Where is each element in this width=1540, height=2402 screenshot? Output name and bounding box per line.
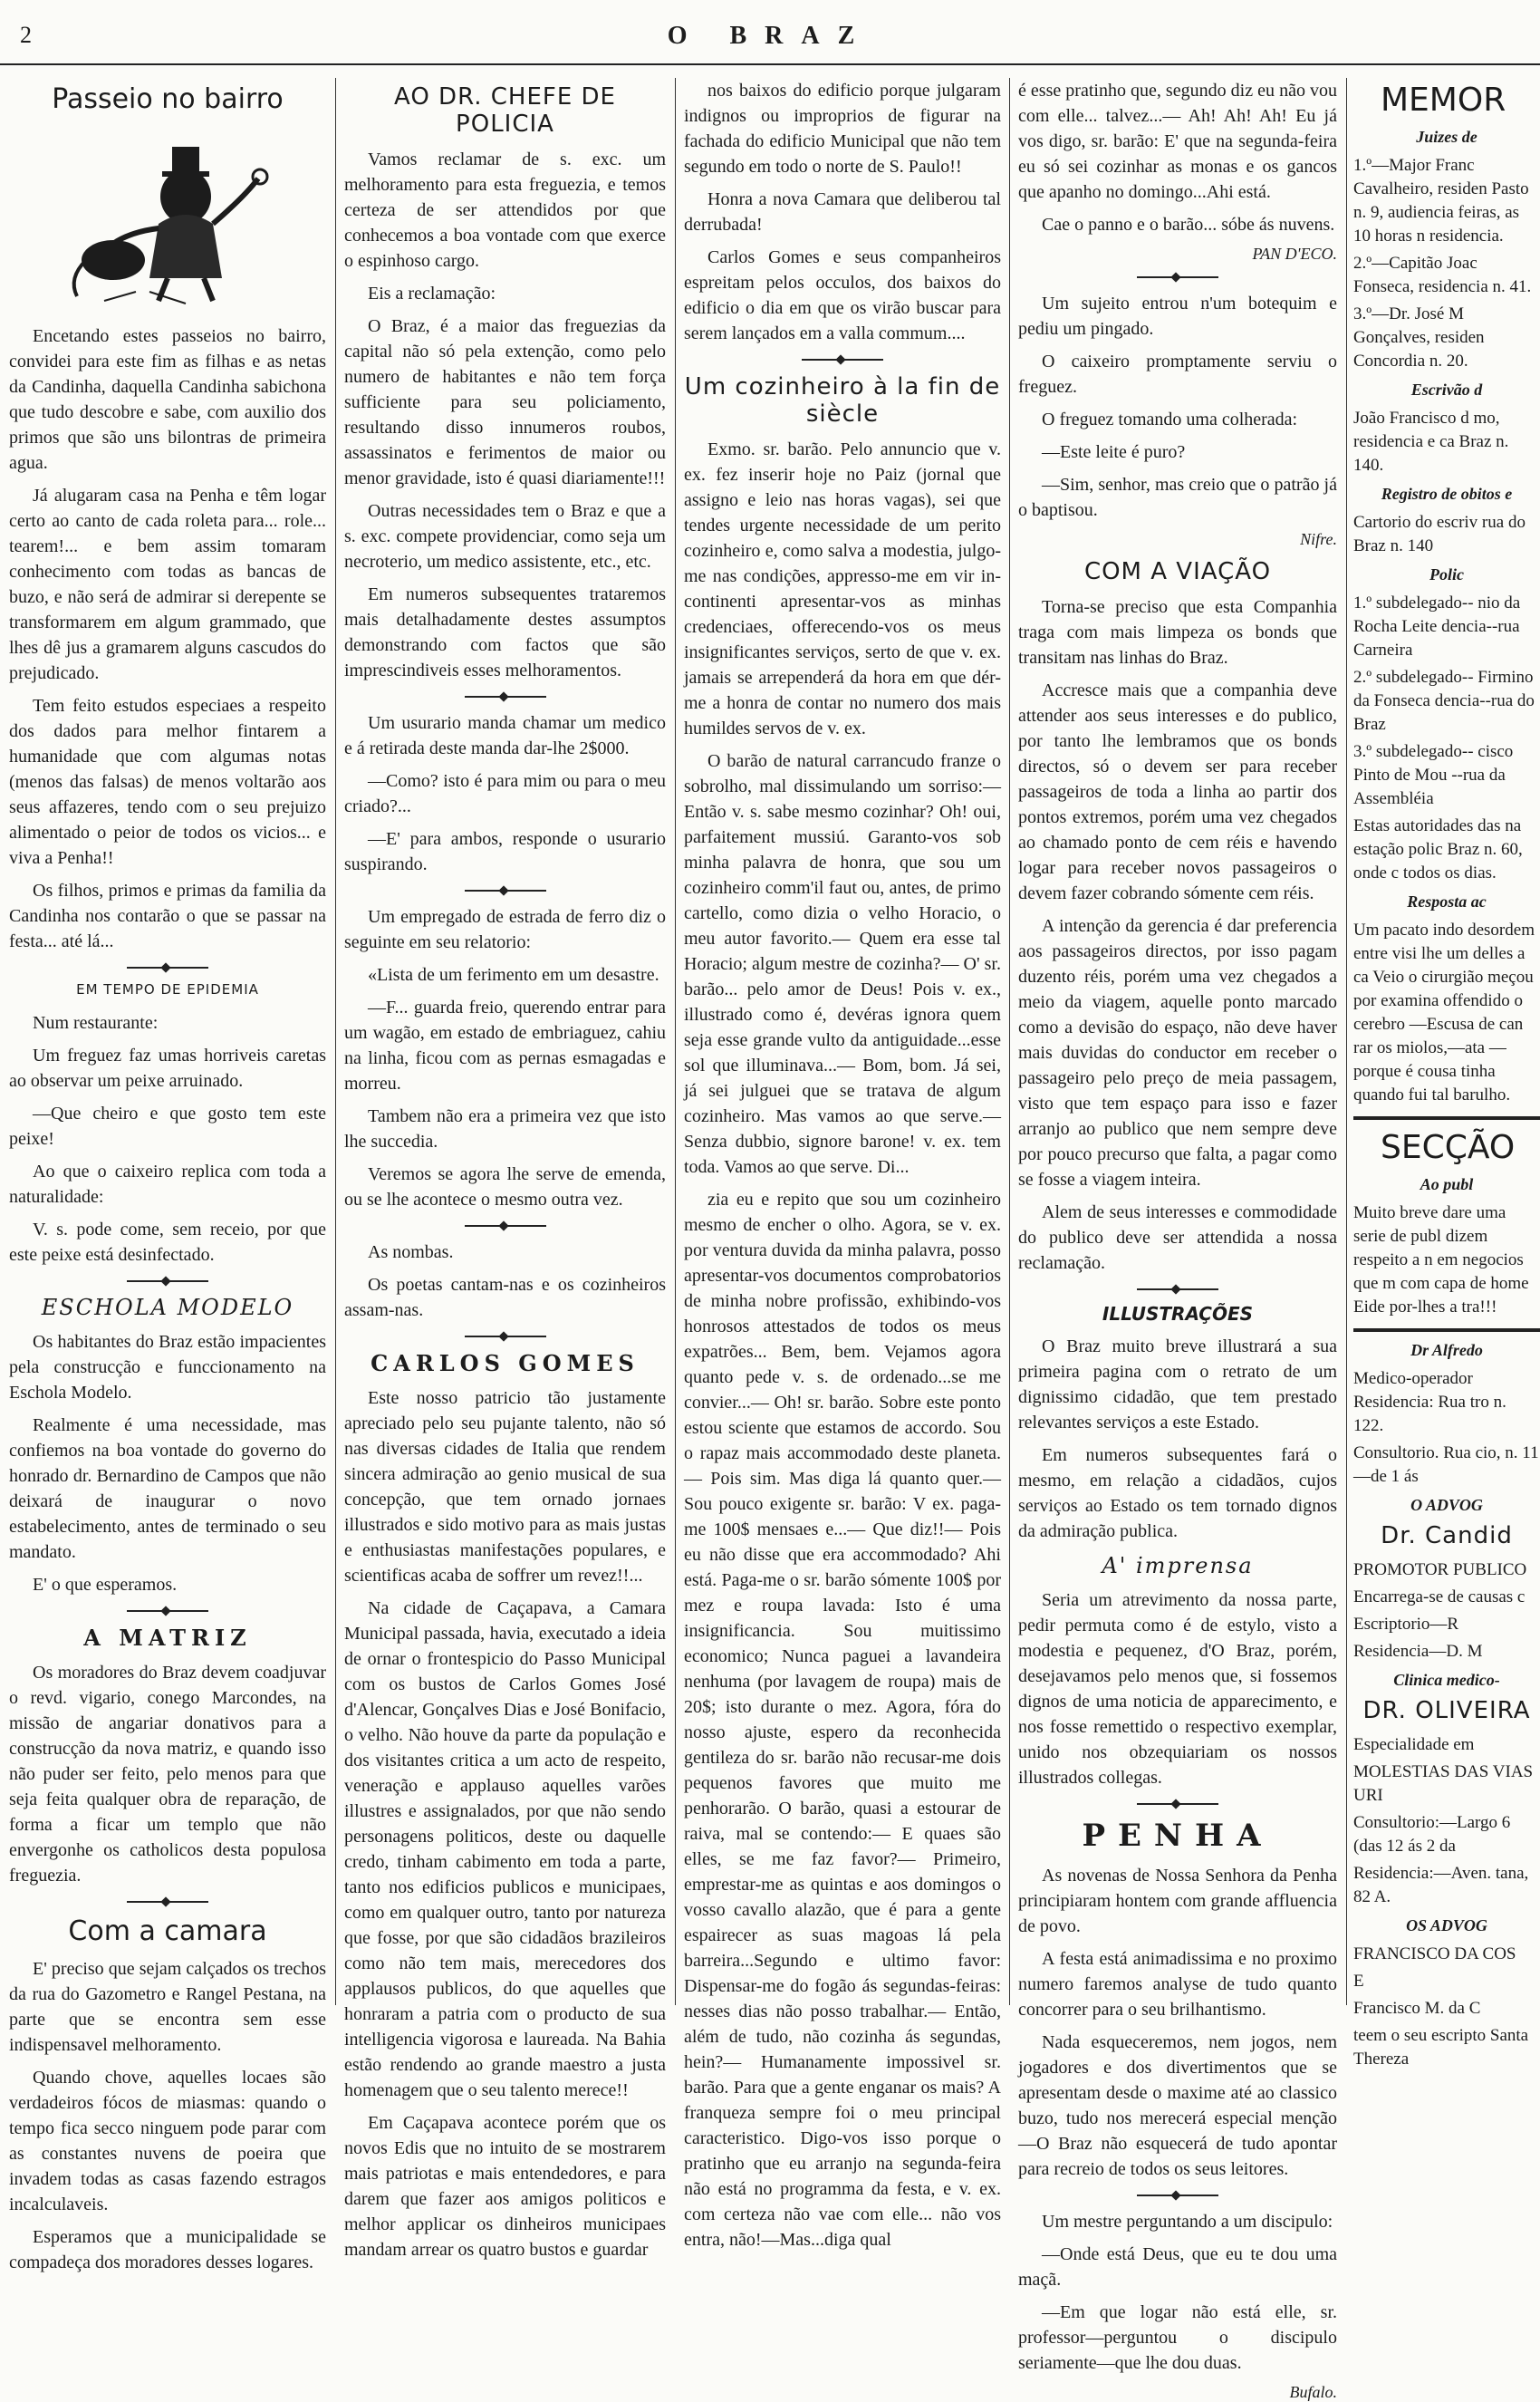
memo-entry: 1.º—Major Franc Cavalheiro, residen Pasto n. 9, audiencia feiras, as 10 horas n residencia.	[1353, 156, 1529, 246]
paragraph: Encetando estes passeios no bairro, convidei para este fim as filhas e as netas da Candinha, daquella Candinha sabichona que tudo descobre e sabe, com auxilio dos primos que são uns bilontras de primeira agua.	[9, 326, 326, 473]
heading-memoria: MEMOR	[1381, 82, 1506, 119]
paragraph: V. s. pode come, sem receio, por que este peixe está desinfectado.	[9, 1220, 326, 1265]
ornament-divider	[465, 1336, 546, 1337]
ornament-divider	[1137, 276, 1218, 278]
ad-line: Consultorio:—Largo 6 (das 12 ás 2 da	[1353, 1813, 1511, 1856]
page-header	[0, 0, 1540, 65]
paragraph: Já alugaram casa na Penha e têm logar certo ao canto de cada roleta para... role... tearem!... e bem assim tomaram conhecimento com todas as bancas de buzo, e não será de admirar si derepente se transformarem em algum grammado, que lhes dê jus a gramarem alguns cascudos do prejudicado.	[9, 486, 326, 683]
ornament-divider	[127, 967, 208, 969]
paragraph: Outras necessidades tem o Braz e que a s. exc. compete providenciar, como seja um necroterio, um medico assistente, etc., etc.	[344, 501, 666, 572]
ad-line: Medico-operador Residencia: Rua tro n. 122.	[1353, 1369, 1506, 1435]
column-5	[1353, 78, 1540, 2069]
ad-name-alfredo: Dr Alfredo	[1410, 1341, 1483, 1359]
ad-line: Escriptorio—R	[1353, 1615, 1459, 1634]
paragraph: O freguez tomando uma colherada:	[1042, 410, 1298, 429]
heading-chefe-policia: AO DR. CHEFE DE POLICIA	[394, 83, 616, 138]
paragraph: Nada esqueceremos, nem jogos, nem jogadores e dos divertimentos que se apresentam desde o maxime até ao classico buzo, tudo nos merecerá especial menção—O Braz não esquecerá de tudo apontar para recreio de todos os seus leitores.	[1018, 2032, 1337, 2179]
memo-entry: 2.º subdelegado-- Firmino da Fonseca dencia--rua do Braz	[1353, 668, 1535, 734]
page-number: 2	[20, 22, 32, 48]
memo-entry: 2.º—Capitão Joac Fonseca, residencia n. 41.	[1353, 254, 1532, 296]
column-rule	[675, 78, 676, 2005]
paragraph: Em numeros subsequentes trataremos mais detalhadamente destes assumptos demonstrando com factos que são imprescindiveis esses melhoramentos.	[344, 584, 666, 680]
paragraph: Eis a reclamação:	[368, 284, 496, 304]
paragraph: A festa está animadissima e no proximo numero faremos analyse de tudo quanto concorrer para o seu brilhantismo.	[1018, 1949, 1337, 2020]
memo-entry: Muito breve dare uma serie de publ dizem respeito a n em negocios que m com capa de home Eide por-lhes a tra!!!	[1353, 1203, 1529, 1317]
ornament-divider	[802, 359, 883, 361]
heading-epidemia: EM TEMPO DE EPIDEMIA	[76, 981, 259, 998]
paragraph: A intenção da gerencia é dar preferencia aos passageiros directos, por isso pagam duzento réis, porém uma vez chegados a meio da viagem, aquelle ponto marcado como a devisão do espaço, não deve haver mais duvidas do conductor em receber o passageiro pelo preço de meia passagem, visto que tem espaço para isso e fazer arranjo ao publico que nem sempre deve por pouco precurso que falta, a pagar como se fosse a viagem inteira.	[1018, 916, 1337, 1190]
heading-viacao: COM A VIAÇÃO	[1083, 558, 1272, 585]
paragraph: Em Caçapava acontece porém que os novos Edis que no intuito de se mostrarem mais patriotas e mais entendedores, e para darem que fazer aos amigos politicos e melhor applicar os dinheiros municipaes mandam arrear os quatro bustos e guardar	[344, 2113, 666, 2260]
paragraph: Exmo. sr. barão. Pelo annuncio que v. ex. fez inserir hoje no Paiz (jornal que assigno e leio nas horas vagas), sei que tendes urgente necessidade de um perito cozinheiro e, como salva a modestia, julgo-me nas condições, appresso-me em vir in-continenti apresentar-vos as minhas credenciaes, offerecendo-vos os meus insignificantes serviços, serto de que v. ex. jamais se arrependerá da hora em que dér-me a honra de contar no numero dos mais humildes servos de v. ex.	[684, 439, 1001, 738]
subheading-juizes: Juizes de	[1416, 128, 1477, 146]
paragraph: Um empregado de estrada de ferro diz o seguinte em seu relatorio:	[344, 907, 666, 952]
column-2	[344, 78, 666, 2260]
paragraph: Esperamos que a municipalidade se compadeça dos moradores desses logares.	[9, 2227, 326, 2272]
signature: PAN D'ECO.	[1252, 245, 1337, 263]
ad-line: Especialidade em	[1353, 1735, 1475, 1754]
paragraph: As nombas.	[368, 1242, 454, 1262]
memo-entry: Cartorio do escriv rua do Braz n. 140	[1353, 513, 1526, 555]
devil-caricature-illustration	[50, 124, 285, 305]
ad-line: teem o seu escripto Santa Thereza	[1353, 2026, 1529, 2069]
paragraph: O caixeiro promptamente serviu o freguez.	[1018, 352, 1337, 397]
paragraph: Quando chove, aquelles locaes são verdadeiros fócos de miasmas: quando o tempo fica secco ninguem pode parar com as constantes nuvens de poeira que invadem todas as casas fazendo estragos incalculaveis.	[9, 2068, 326, 2214]
ornament-divider	[1137, 2195, 1218, 2196]
heading-cozinheiro: Um cozinheiro à la fin de siècle	[684, 373, 1001, 428]
subheading-policia: Polic	[1429, 565, 1464, 584]
paragraph: Os poetas cantam-nas e os cozinheiros assam-nas.	[344, 1275, 666, 1320]
paragraph: Alem de seus interesses e commodidade do publico deve ser attendida a nossa reclamação.	[1018, 1202, 1337, 1273]
paragraph: Tambem não era a primeira vez que isto lhe succedia.	[344, 1106, 666, 1152]
paragraph: Accresce mais que a companhia deve attender aos seus interesses e do publico, por tanto lhe lembramos que os bonds directos, só o devem ser para receber passageiros de toda a linha ao partir dos pontos extremos, porém uma vez chegados ao chamado ponto de cem réis e havendo logar para receber novos passageiros o devem fazer cobrando sómente cem réis.	[1018, 680, 1337, 903]
ad-heading-advogados: OS ADVOG	[1406, 1916, 1487, 1934]
ad-heading-advogado: O ADVOG	[1410, 1496, 1483, 1514]
paragraph: Num restaurante:	[33, 1013, 159, 1033]
column-rule	[335, 78, 336, 2005]
paragraph: —E' para ambos, responde o usurario suspirando.	[344, 829, 666, 874]
heading-seccao: SECÇÃO	[1381, 1129, 1516, 1166]
paragraph: nos baixos do edificio porque julgaram indignos ou improprios de figurar na fachada do edificio Municipal que não tem segundo em todo o norte de S. Paulo!!	[684, 81, 1001, 177]
ad-line: PROMOTOR PUBLICO	[1353, 1560, 1527, 1579]
paragraph: —F... guarda freio, querendo entrar para um wagão, em estado de embriaguez, cahiu na linha, ficou com as pernas esmagadas e morreu.	[344, 998, 666, 1094]
ad-line: FRANCISCO DA COS	[1353, 1944, 1516, 1963]
paragraph: E' preciso que sejam calçados os trechos da rua do Gazometro e Rangel Pestana, na parte que se encontra sem esse indispensavel melhoramento.	[9, 1959, 326, 2055]
paragraph: Torna-se preciso que esta Companhia traga com mais limpeza os bonds que transitam nas linhas do Braz.	[1018, 597, 1337, 668]
paragraph: Um sujeito entrou n'um botequim e pediu um pingado.	[1018, 294, 1337, 339]
column-4	[1018, 78, 1337, 2401]
ornament-divider	[465, 696, 546, 698]
ornament-divider	[465, 890, 546, 892]
ornament-divider	[127, 1280, 208, 1282]
paragraph: As novenas de Nossa Senhora da Penha principiaram hontem com grande affluencia de povo.	[1018, 1866, 1337, 1936]
ornament-divider	[127, 1901, 208, 1903]
paragraph: Realmente é uma necessidade, mas confiemos na boa vontade do governo do honrado dr. Bernardino de Campos que não deixará de inaugurar o novo estabelecimento, antes de terminado o seu mandato.	[9, 1415, 326, 1562]
paragraph: Tem feito estudos especiaes a respeito dos dados para melhor fintarem a humanidade que com algumas notas (menos das falsas) de menos voltarão aos seus affazeres, tendo com o seu prejuizo alimentado o peior de todos os vicios... e viva a Penha!!	[9, 696, 326, 868]
signature: Nifre.	[1300, 530, 1337, 548]
subheading-escrivao: Escrivão d	[1410, 381, 1483, 399]
ad-name-candido: Dr. Candid	[1381, 1522, 1513, 1549]
paragraph: O Braz, é a maior das freguezias da capital não só pela extenção, como pelo numero de habitantes e não tem força sufficiente para seu policiamento, resultando disso innumeros roubos, assassinatos e ferimentos de maior ou menor gravidade, isto é quasi diariamente!!!	[344, 316, 666, 488]
column-3	[684, 78, 1001, 2250]
ornament-divider	[127, 1610, 208, 1612]
memo-entry: João Francisco d mo, residencia e ca Braz n. 140.	[1353, 409, 1509, 475]
section-rule	[1353, 1328, 1540, 1332]
ornament-divider	[1137, 1288, 1218, 1290]
paragraph: —Como? isto é para mim ou para o meu criado?...	[344, 771, 666, 816]
subheading-registro: Registro de obitos e	[1381, 485, 1513, 503]
ad-line: Residencia:—Aven. tana, 82 A.	[1353, 1864, 1529, 1906]
paragraph: Os habitantes do Braz estão impacientes pela construcção e funccionamento na Eschola Modelo.	[9, 1332, 326, 1403]
heading-passeio: Passeio no bairro	[52, 83, 284, 115]
masthead: O BRAZ	[667, 22, 873, 50]
column-1	[9, 78, 326, 2272]
heading-imprensa: A' imprensa	[1102, 1553, 1254, 1578]
memo-entry: 1.º subdelegado-- nio da Rocha Leite dencia--rua Carneira	[1353, 593, 1521, 660]
paragraph: —Em que logar não está elle, sr. professor—perguntou o discipulo seriamente—que lhe dou duas.	[1018, 2302, 1337, 2373]
paragraph: Seria um atrevimento da nossa parte, pedir permuta como é de estylo, visto a modestia e pequenez, d'O Braz, porém, desejavamos pelo menos que, si fossemos dignos de uma noticia de apparecimento, e nos fosse remettido o respectivo exemplar, unido nos obzequiariam os nossos illustrados collegas.	[1018, 1590, 1337, 1788]
heading-camara: Com a camara	[68, 1915, 267, 1947]
paragraph: O barão de natural carrancudo franze o sobrolho, mal dissimulando um sorriso:—Então v. s. sabe mesmo cozinhar? Oh! oui, parfaitement mussiú. Garanto-vos sob minha palavra de honra, que sou um cozinheiro comm'il faut ou, antes, de primo cartello, como dizia o velho Horacio, o meu autor favorito.— Quem era esse tal Horacio; algum mestre de cozinha?— O' sr. barão... pelo amor de Deus! Pois v. ex., illustrado como é, devéras ignora quem seja esse grande vulto da antiguidade...esse sol que illuminava...— Bom, bom. Já sei, já sei julguei que se tratava de algum cozinheiro. Mas vamos ao que serve.—Senza dubbio, signore barone! v. ex. tem toda. Vamos ao que serve. Di...	[684, 751, 1001, 1177]
heading-illustracoes: ILLUSTRAÇÕES	[1102, 1303, 1254, 1325]
paragraph: Os moradores do Braz devem coadjuvar o revd. vigario, conego Marcondes, na missão de angariar donativos para a construcção da nova matriz, e quando isso não puder ser feito, pelo menos para que seja feita qualquer obra de reparação, de forma a ficar um templo que não envergonhe os catholicos desta populosa freguezia.	[9, 1663, 326, 1886]
column-rule	[1009, 78, 1010, 2005]
memo-entry: 3.º subdelegado-- cisco Pinto de Mou --rua da Assembléia	[1353, 742, 1514, 808]
paragraph: zia eu e repito que sou um cozinheiro mesmo de encher o olho. Agora, se v. ex. por ventura duvida da minha palavra, posso apresentar-vos documentos comprobatorios de minha nobre profissão, exhibindo-vos honrosos attestados de todos os meus expatrões... Bem, bem. Vejamos agora quanto pede v. s. de ordenado...se me convier...— Oh! sr. barão. Sobre este ponto estou sciente que estamos de accordo. Sou o rapaz mais accommodado deste planeta.— Pois sim. Mas diga lá quanto quer.—Sou pouco exigente sr. barão: V ex. paga-me 100$ mensaes e...— Que diz!!— Pois eu não disse que era accommodado? Ahi está. Paga-me o sr. barão sómente 100$ por mez e roupa lavada: Isto é uma insignificancia. Sou muitissimo economico; Nunca paguei a lavandeira nenhuma (por lavagem de roupa) mais de 20$; isto durante o mez. Agora, fóra do nosso ajuste, espero da reconhecida gentileza do sr. barão não recusar-me dois pequenos favores que muito me penhorarão. O barão, quasi a estourar de raiva, mal se contendo:— E quaes são elles, se me faz favor?— Primeiro, emprestar-me as quintas e aos domingos o vosso cavallo alazão, que é para a gente espairecer as suas magoas lá pela barreira...Segundo e ultimo favor: Dispensar-me do fogão ás segundas-feiras: nesses dias não posso trabalhar.— Então, além de tudo, não cozinha ás segundas, hein?— Humanamente impossivel sr. barão. Para que a gente enganar os mais? A franqueza sempre foi o meu principal caracteristico. Digo-vos isso porque o pratinho que eu arranjo na segunda-feira não está no programma da festa, e v. ex. com certeza não vae com elle... não vos entra, não!—Mas...diga qual	[684, 1190, 1001, 2250]
paragraph: Cae o panno e o barão... sóbe ás nuvens.	[1042, 215, 1335, 235]
heading-penha: PENHA	[1082, 1818, 1274, 1854]
memo-entry: Um pacato indo desordem entre visi lhe um delles a ca Veio o cirurgião meçou por examina offendido o cerebro —Escusa de can rar os miolos,—ata —porque é cousa tinha quando fui tal barulho.	[1353, 921, 1535, 1105]
paragraph: Este nosso patricio tão justamente apreciado pelo seu pujante talento, não só nas diversas cidades de Italia que rendem sincera admiração ao genio musical de sua concepção, que tem ornado jornaes illustrados e sido motivo para as mais justas e enthusiastas manifestações populares, e scientificas acaba de soffrer um revez!!...	[344, 1388, 666, 1586]
paragraph: Em numeros subsequentes fará o mesmo, em relação a cidadãos, cujos serviços ao Estado os tem tornado dignos da admiração publica.	[1018, 1445, 1337, 1541]
ad-line: Francisco M. da C	[1353, 1999, 1481, 2018]
ad-line: MOLESTIAS DAS VIAS URI	[1353, 1762, 1534, 1805]
paragraph: Vamos reclamar de s. exc. um melhoramento para esta freguezia, e temos certeza de ser attendidos por que conhecemos a boa vontade com que exerce o espinhoso cargo.	[344, 150, 666, 271]
memo-entry: Estas autoridades das na estação polic Braz n. 60, onde c todos os dias.	[1353, 816, 1523, 883]
paragraph: Um freguez faz umas horriveis caretas ao observar um peixe arruinado.	[9, 1046, 326, 1091]
paragraph: Na cidade de Caçapava, a Camara Municipal passada, havia, executado a ideia de ornar o frontespicio do Passo Municipal com os bustos de Carlos Gomes José d'Alencar, Gonçalves Dias e José Bonifacio, o velho. Não houve da parte da população e dos visitantes critica a um acto de respeito, veneração e applauso aquelles varões illustres e assignalados, por que não sendo personagens politicos, deste ou daquelle credo, tinham cabimento em toda a parte, tanto nos edificios publicos e municipaes, como em qualquer outro, tanto por natureza que fosse, por que são cidadãos brazileiros como não tem mais, merecedores dos applausos publicos, do que aquelles que honraram a patria com o producto de sua intelligencia vigorosa e laureada. Na Bahia estão rendendo ao grande maestro a justa homenagem que o seu talento merece!!	[344, 1598, 666, 2100]
paragraph: Ao que o caixeiro replica com toda a naturalidade:	[9, 1162, 326, 1207]
subheading-ao-publico: Ao publ	[1420, 1175, 1474, 1193]
paragraph: Os filhos, primos e primas da familia da Candinha nos contarão o que se passar na festa... até lá...	[9, 881, 326, 951]
ad-line: Consultorio. Rua cio, n. 11—de 1 ás	[1353, 1443, 1539, 1486]
ad-name-oliveira: DR. OLIVEIRA	[1362, 1697, 1531, 1724]
paragraph: —Onde está Deus, que eu te dou uma maçã.	[1018, 2244, 1337, 2290]
heading-matriz: A MATRIZ	[83, 1625, 252, 1651]
paragraph: —Que cheiro e que gosto tem este peixe!	[9, 1104, 326, 1149]
heading-carlos-gomes: CARLOS GOMES	[371, 1350, 640, 1376]
section-rule	[1353, 1116, 1540, 1120]
signature: Bufalo.	[1289, 2383, 1337, 2401]
ad-line: E	[1353, 1972, 1364, 1991]
ad-heading-clinica: Clinica medico-	[1393, 1671, 1500, 1689]
paragraph: Honra a nova Camara que deliberou tal derrubada!	[684, 189, 1001, 235]
paragraph: —Sim, senhor, mas creio que o patrão já o baptisou.	[1018, 475, 1337, 520]
subheading-resposta: Resposta ac	[1407, 892, 1487, 911]
paragraph: O Braz muito breve illustrará a sua primeira pagina com o retrato de um dignissimo cidadão, que tem prestado relevantes serviços a este Estado.	[1018, 1336, 1337, 1433]
ad-line: Encarrega-se de causas c	[1353, 1587, 1526, 1606]
paragraph: —Este leite é puro?	[1042, 442, 1186, 462]
paragraph: Um usurario manda chamar um medico e á retirada deste manda dar-lhe 2$000.	[344, 713, 666, 758]
column-rule	[1346, 78, 1347, 2005]
paragraph: E' o que esperamos.	[33, 1575, 178, 1595]
paragraph: Veremos se agora lhe serve de emenda, ou se lhe acontece o mesmo outra vez.	[344, 1164, 666, 1210]
heading-eschola: ESCHOLA MODELO	[41, 1295, 294, 1320]
paragraph: Um mestre perguntando a um discipulo:	[1042, 2212, 1333, 2232]
ornament-divider	[1137, 1803, 1218, 1805]
paragraph: é esse pratinho que, segundo diz eu não vou com elle... talvez...— Ah! Ah! Ah! Eu já vos digo, sr. barão: E' que na segunda-feira eu só sei cozinhar as monas e os gancos que apanho no domingo...Ahi está.	[1018, 81, 1337, 202]
ad-line: Residencia—D. M	[1353, 1642, 1483, 1661]
ornament-divider	[465, 1225, 546, 1227]
paragraph: «Lista de um ferimento em um desastre.	[368, 965, 659, 985]
paragraph: Carlos Gomes e seus companheiros espreitam pelos occulos, dos baixos do edificio o dia em que os virão buscar para serem lançados em a valla commum....	[684, 247, 1001, 343]
memo-entry: 3.º—Dr. José M Gonçalves, residen Concordia n. 20.	[1353, 304, 1485, 371]
